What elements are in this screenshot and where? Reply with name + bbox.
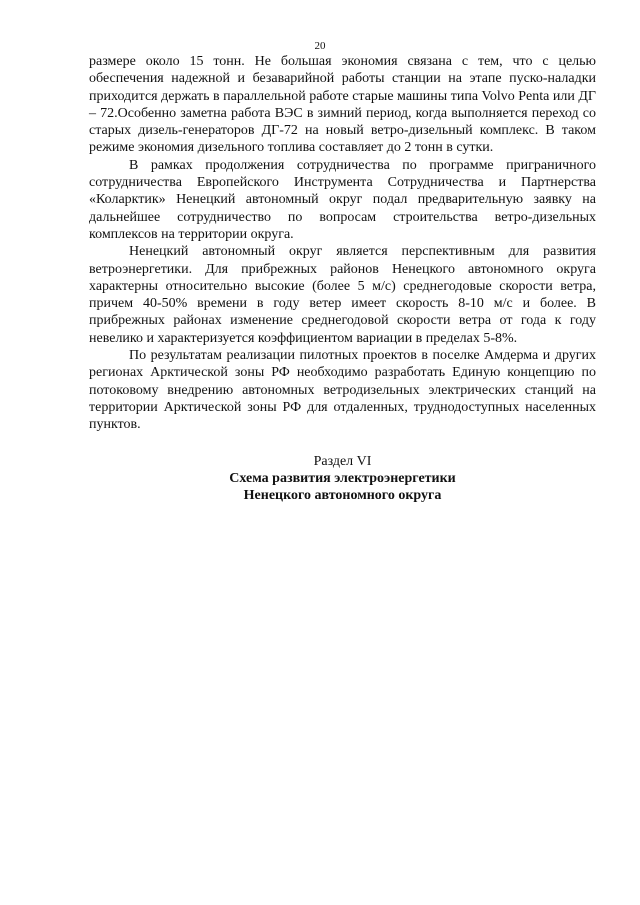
paragraph-continuation: размере около 15 тонн. Не большая экономия связана с тем, что с целью обеспечения надежной и безаварийной работы станции на этапе пуско-наладки приходится держать в параллельной работе старые машины типа Volvo Penta или ДГ – 72.Особенно заметна работа ВЭС в зимний период, когда выполняется переход со старых дизель-генераторов ДГ-72 на новый ветро-дизельный комплекс. В таком режиме экономия дизельного топлива составляет до 2 тонн в сутки. (89, 54, 596, 156)
section-label: Раздел VI (313, 453, 372, 469)
body-text (89, 53, 596, 504)
section-heading (89, 453, 596, 505)
paragraph-wind-potential: Ненецкий автономный округ является перспективным для развития ветроэнергетики. Для прибрежных районов Ненецкого автономного округа характерны относительно высокие (более 5 м/с) среднегодовые скорости ветра, причем 40-50% времени в году ветер имеет скорость 8-10 м/с и более. В прибрежных районах изменение среднегодовой скорости ветра от года к году невелико и характеризуется коэффициентом вариации в пределах 5-8%. (89, 244, 596, 346)
paragraph-kolarctic: В рамках продолжения сотрудничества по программе приграничного сотрудничества Европейского Инструмента Сотрудничества и Партнерства «Коларктик» Ненецкий автономный округ подал предварительную заявку на дальнейшее сотрудничество по вопросам строительства ветро-дизельных комплексов на территории округа. (89, 157, 596, 242)
section-title-line-2: Ненецкого автономного округа (243, 488, 442, 504)
section-title-line-1: Схема развития электроэнергетики (229, 470, 456, 486)
paragraph-pilot-projects: По результатам реализации пилотных проектов в поселке Амдерма и других регионах Арктической зоны РФ необходимо разработать Единую концепцию по потоковому внедрению автономных ветродизельных электрических станций на территории Арктической зоны РФ для отдаленных, труднодоступных населенных пунктов. (89, 348, 596, 433)
page-number: 20 (314, 40, 326, 52)
